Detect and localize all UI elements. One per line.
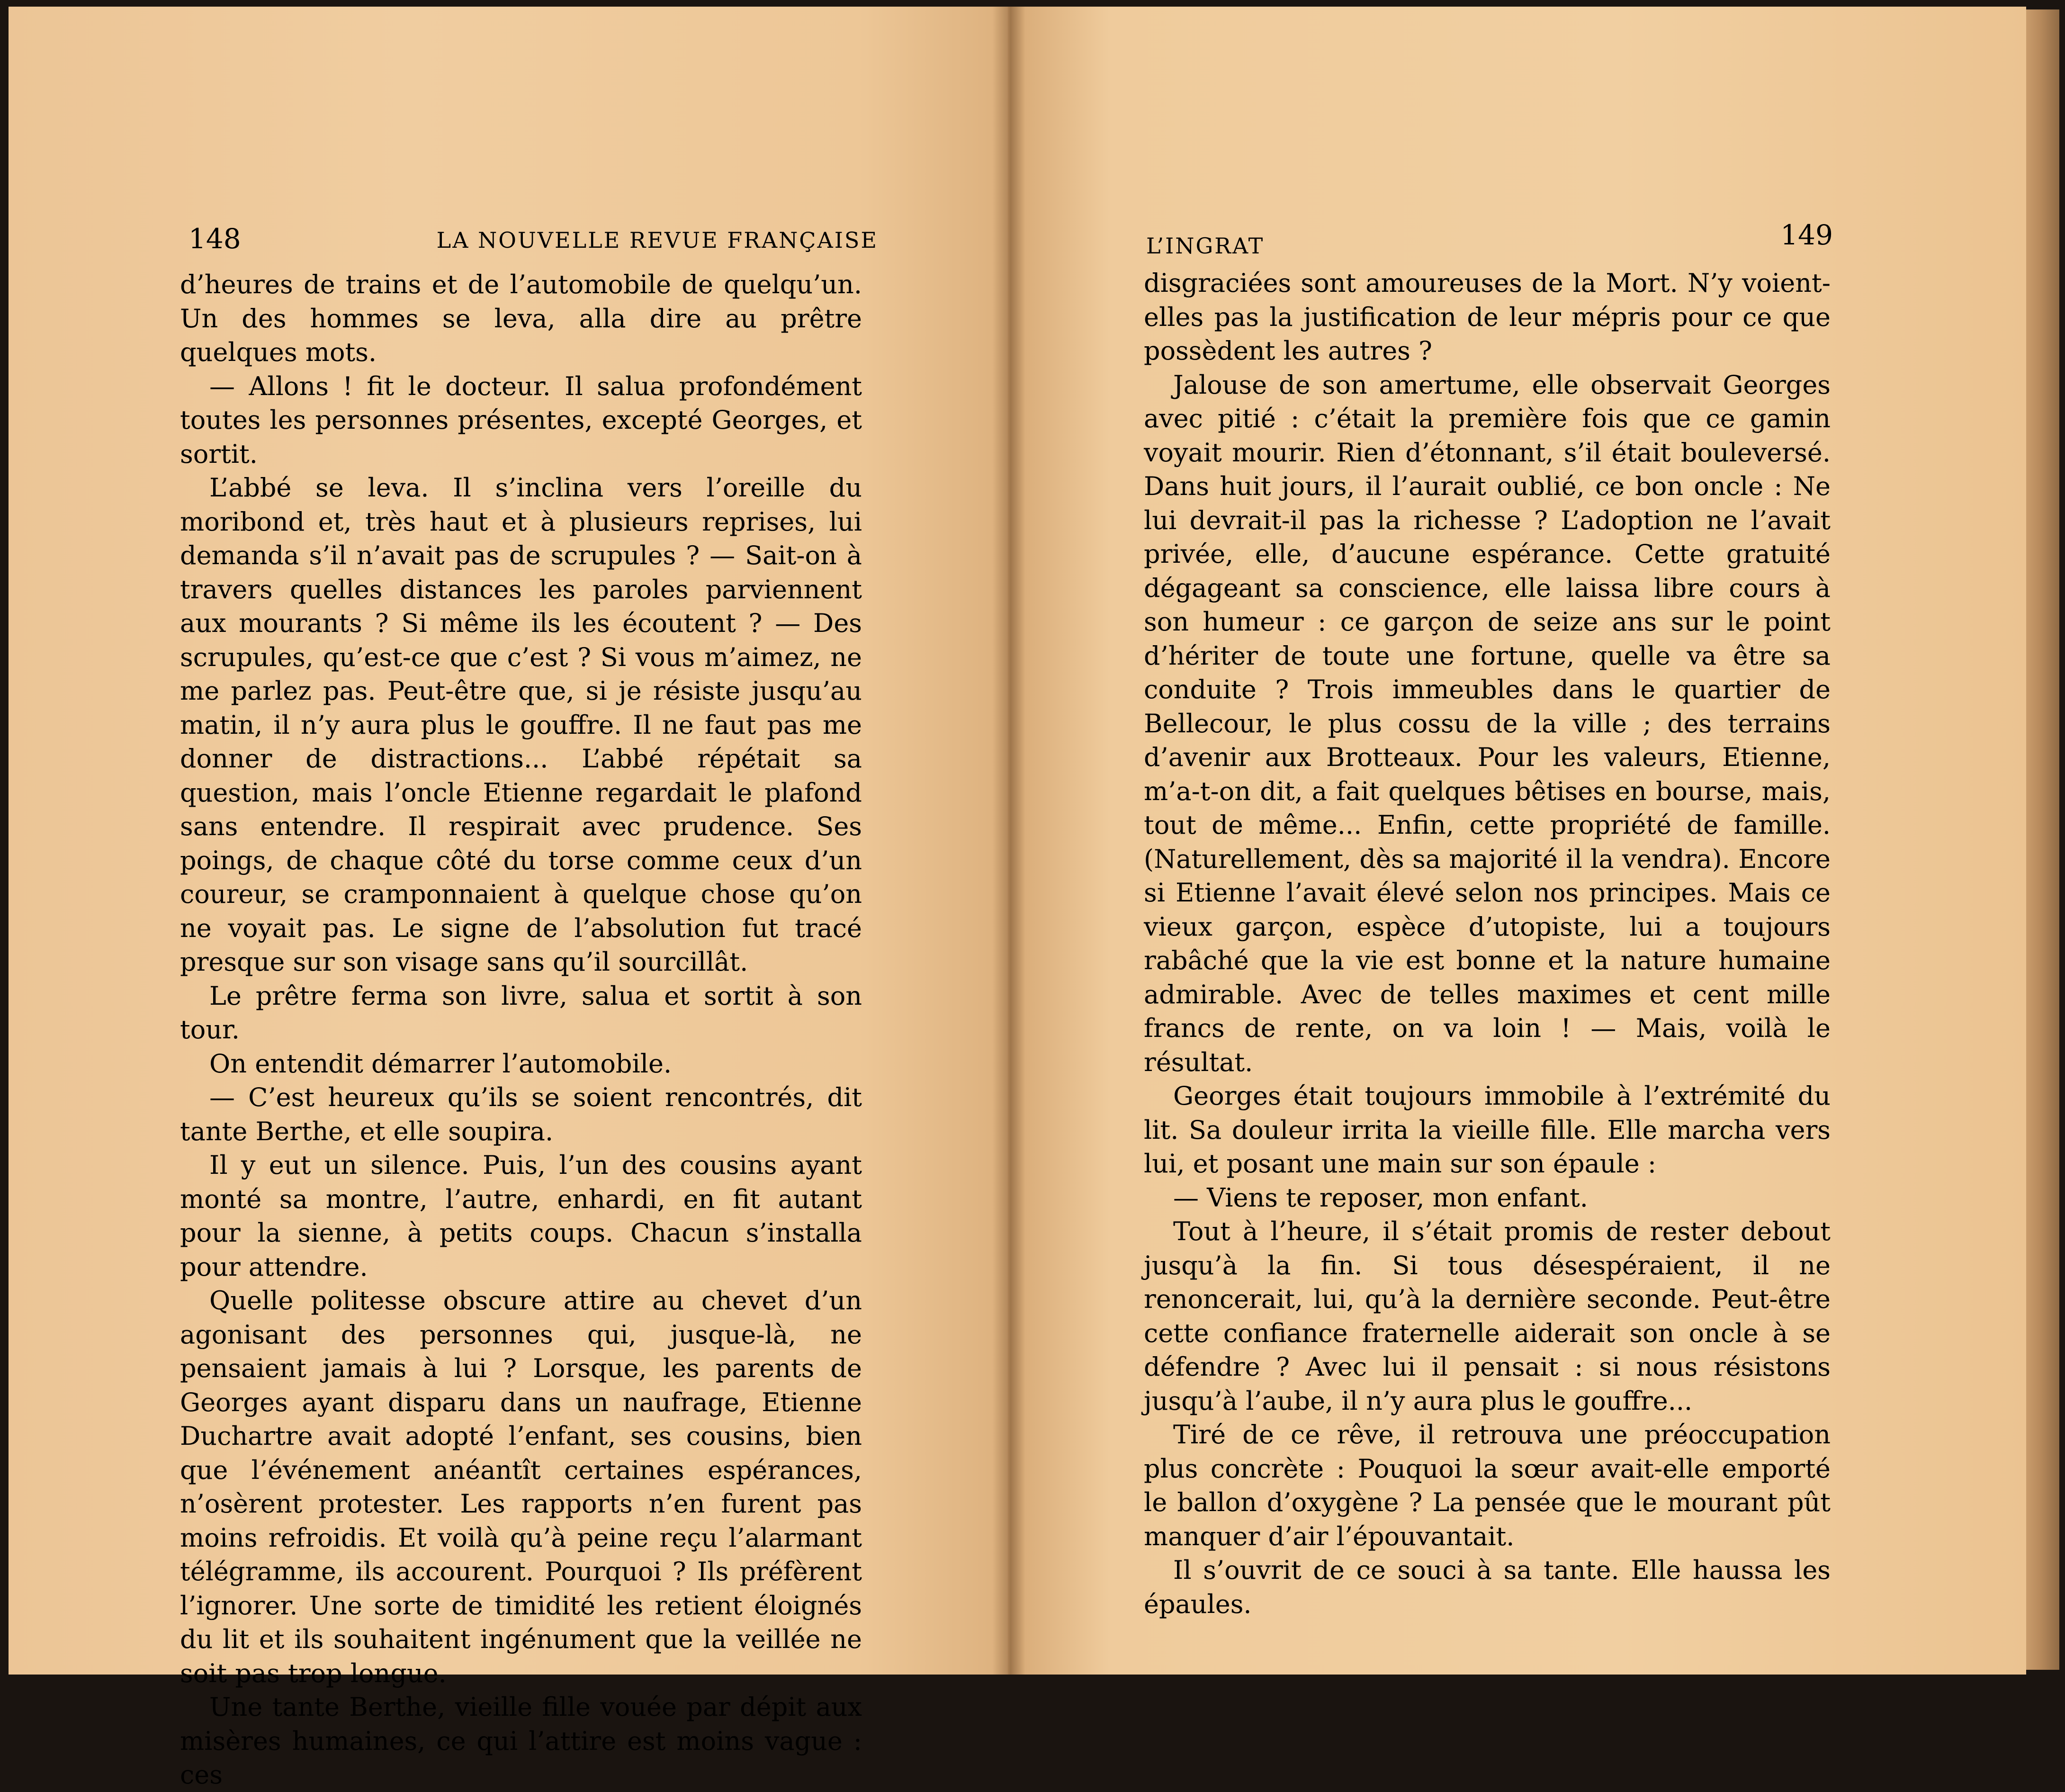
left-running-head: LA NOUVELLE REVUE FRANÇAISE [436, 227, 878, 253]
right-running-head: L’INGRAT [1146, 233, 1265, 259]
page-edge [2026, 9, 2059, 1670]
paragraph: — Viens te reposer, mon enfant. [1173, 1182, 1588, 1213]
paragraph: Le prêtre ferma son livre, salua et sortit à son tour. [180, 981, 862, 1045]
right-page-body [1144, 266, 1831, 1621]
paragraph: Une tante Berthe, vieille fille vouée par dépit aux misères humaines, ce qui l’attire est moins vague : ces [180, 1692, 862, 1790]
paragraph: Il y eut un silence. Puis, l’un des cousins ayant monté sa montre, l’autre, enhardi, en fit autant pour la sienne, à petits coups. Chacun s’installa pour attendre. [180, 1150, 862, 1282]
paragraph: Il s’ouvrit de ce souci à sa tante. Elle haussa les épaules. [1144, 1555, 1831, 1619]
paragraph: Jalouse de son amertume, elle observait Georges avec pitié : c’était la première fois que ce gamin voyait mourir. Rien d’étonnant, s’il était bouleversé. Dans huit jours, il l’aurait oublié, ce bon oncle : Ne lui devrait-il pas la richesse ? L’adoption ne l’avait privée, elle, d’aucune espérance. Cette gratuité dégageant sa conscience, elle laissa libre cours à son humeur : ce garçon de seize ans sur le point d’hériter de toute une fortune, quelle va être sa conduite ? Trois immeubles dans le quartier de Bellecour, le plus cossu de la ville ; des terrains d’avenir aux Brotteaux. Pour les valeurs, Etienne, m’a-t-on dit, a fait quelques bêtises en bourse, mais, tout de même... Enfin, cette propriété de famille. (Naturellement, dès sa majorité il la vendra). Encore si Etienne l’avait élevé selon nos principes. Mais ce vieux garçon, espèce d’utopiste, lui a toujours rabâché que la vie est bonne et la nature humaine admirable. Avec de telles maximes et cent mille francs de rente, on va loin ! — Mais, voilà le résultat. [1144, 369, 1831, 1077]
right-page-number: 149 [1780, 219, 1833, 251]
left-page-header [189, 223, 878, 255]
paragraph: Tiré de ce rêve, il retrouva une préoccupation plus concrète : Pouquoi la sœur avait-elle emporté le ballon d’oxygène ? La pensée que le mourant pût manquer d’air l’épouvantait. [1144, 1420, 1831, 1551]
paragraph: L’abbé se leva. Il s’inclina vers l’oreille du moribond et, très haut et à plusieurs reprises, lui demanda s’il n’avait pas de scrupules ? — Sait-on à travers quelles distances les paroles parviennent aux mourants ? Si même ils les écoutent ? — Des scrupules, qu’est-ce que c’est ? Si vous m’aimez, ne me parlez pas. Peut-être que, si je résiste jusqu’au matin, il n’y aura plus le gouffre. Il ne faut pas me donner de distractions... L’abbé répétait sa question, mais l’oncle Etienne regardait le plafond sans entendre. Il respirait avec prudence. Ses poings, de chaque côté du torse comme ceux d’un coureur, se cramponnaient à quelque chose qu’on ne voyait pas. Le signe de l’absolution fut tracé presque sur son visage sans qu’il sourcillât. [180, 473, 862, 977]
paragraph: Quelle politesse obscure attire au chevet d’un agonisant des personnes qui, jusque-là, ne pensaient jamais à lui ? Lorsque, les parents de Georges ayant disparu dans un naufrage, Etienne Duchartre avait adopté l’enfant, ses cousins, bien que l’événement anéantît certaines espérances, n’osèrent protester. Les rapports n’en furent pas moins refroidis. Et voilà qu’à peine reçu l’alarmant télégramme, ils accourent. Pourquoi ? Ils préfèrent l’ignorer. Une sorte de timidité les retient éloignés du lit et ils souhaitent ingénument que la veillée ne soit pas trop longue. [180, 1286, 862, 1688]
paragraph: — Allons ! fit le docteur. Il salua profondément toutes les personnes présentes, excepté Georges, et sortit. [180, 371, 862, 469]
paragraph: — C’est heureux qu’ils se soient rencontrés, dit tante Berthe, et elle soupira. [180, 1082, 862, 1146]
paragraph: On entendit démarrer l’automobile. [209, 1048, 672, 1079]
paragraph: Georges était toujours immobile à l’extrémité du lit. Sa douleur irrita la vieille fille. Elle marcha vers lui, et posant une main sur son épaule : [1144, 1081, 1831, 1179]
paragraph: disgraciées sont amoureuses de la Mort. N’y voient-elles pas la justification de leur mépris pour ce que possèdent les autres ? [1144, 268, 1831, 366]
left-page-number: 148 [189, 223, 241, 255]
left-page-body [180, 268, 862, 1792]
paragraph: d’heures de trains et de l’automobile de quelqu’un. Un des hommes se leva, alla dire au prêtre quelques mots. [180, 270, 862, 367]
paragraph: Tout à l’heure, il s’était promis de rester debout jusqu’à la fin. Si tous désespéraient, il ne renoncerait, lui, qu’à la dernière seconde. Peut-être cette confiance fraternelle aiderait son oncle à se défendre ? Avec lui il pensait : si nous résistons jusqu’à l’aube, il n’y aura plus le gouffre... [1144, 1216, 1831, 1416]
book-gutter [992, 7, 1025, 1675]
